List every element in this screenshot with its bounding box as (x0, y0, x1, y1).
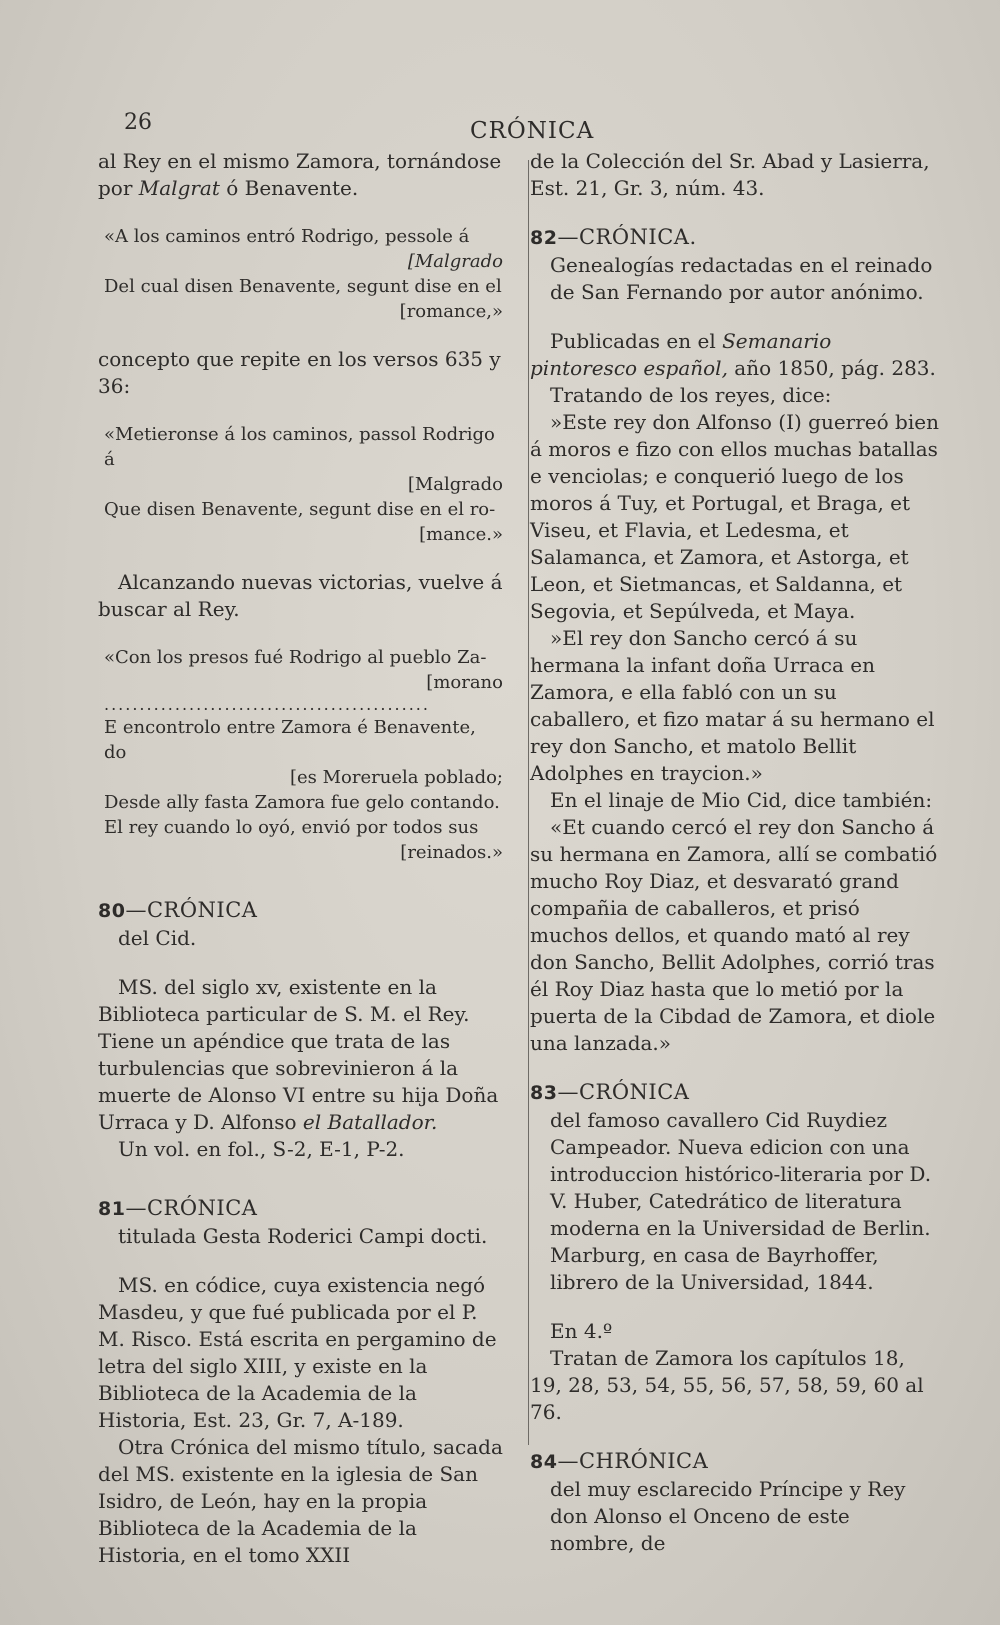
left-column (98, 148, 503, 1569)
verse-quote: «Metieronse á los caminos, passol Rodrigo á [Malgrado Que disen Benavente, segunt dise en el ro- [mance.» (104, 424, 503, 545)
quote-paragraph: »El rey don Sancho cercó á su hermana la infant doña Urraca en Zamora, e ella fabló con un su caballero, et fizo matar á su hermano el rey don Sancho, et matolo Bellit Adolphes en traycion.» (530, 626, 935, 785)
page-number: 26 (124, 110, 152, 135)
paragraph: Otra Crónica del mismo título, sacada del MS. existente en la iglesia de San Isidro, de León, hay en la propia Biblioteca de la Academia de la Historia, en el tomo XXII (98, 1435, 503, 1567)
paragraph: al Rey en el mismo Zamora, tornándose por Malgrat ó Benavente. (98, 149, 502, 200)
entry-heading-83: 83—CRÓNICA (530, 1080, 690, 1104)
paragraph: concepto que repite en los versos 635 y 36: (98, 347, 501, 398)
entry-heading-81: 81—CRÓNICA (98, 1196, 258, 1220)
paragraph: Publicadas en el Semanario pintoresco español, año 1850, pág. 283. (530, 329, 936, 380)
column-divider (528, 160, 529, 1445)
ellipsis-dots: .............................................. (104, 695, 430, 714)
paragraph: En el linaje de Mio Cid, dice también: (550, 788, 933, 812)
entry-subtitle: titulada Gesta Roderici Campi docti. (118, 1224, 488, 1248)
verse-quote: «Con los presos fué Rodrigo al pueblo Za- [morano .............................................. E encontrolo entre Zamora é Benavente, do [es Moreruela poblado; Desde ally fasta Zamora fue gelo contando. El rey cuando lo oyó, envió por todos sus [reinados.» (104, 647, 503, 863)
quote-paragraph: «Et cuando cercó el rey don Sancho á su hermana en Zamora, allí se combatió mucho Roy Diaz, et desvarató grand compañia de caballeros, et prisó muchos dellos, et quando mató al rey don Sancho, Bellit Adolphes, corrió tras él Roy Diaz hasta que lo metió por la puerta de la Cibdad de Zamora, et diole una lanzada.» (530, 815, 938, 1055)
entry-subtitle: del famoso cavallero Cid Ruydiez Campeador. Nueva edicion con una introduccion histórico-literaria por D. V. Huber, Catedrático de literatura moderna en la Universidad de Berlin. Marburg, en casa de Bayrhoffer, librero de la Universidad, 1844. (550, 1108, 932, 1294)
paragraph: MS. del siglo xv, existente en la Biblioteca particular de S. M. el Rey. Tiene un apéndice que trata de las turbulencias que sobrevinieron á la muerte de Alonso VI entre su hija Doña Urraca y D. Alfonso el Batallador. (98, 975, 499, 1134)
paragraph: Tratando de los reyes, dice: (550, 383, 832, 407)
entry-subtitle: del Cid. (118, 926, 197, 950)
paragraph: En 4.º (550, 1319, 613, 1343)
paragraph: de la Colección del Sr. Abad y Lasierra, Est. 21, Gr. 3, núm. 43. (530, 149, 930, 200)
paragraph: Alcanzando nuevas victorias, vuelve á buscar al Rey. (98, 570, 503, 621)
verse-quote: «A los caminos entró Rodrigo, pessole á [Malgrado Del cual disen Benavente, segunt dise en el [romance,» (104, 226, 503, 322)
paragraph: Un vol. en fol., S-2, E-1, P-2. (118, 1137, 405, 1161)
entry-subtitle: del muy esclarecido Príncipe y Rey don Alonso el Onceno de este nombre, de (550, 1477, 906, 1555)
paragraph: Tratan de Zamora los capítulos 18, 19, 28, 53, 54, 55, 56, 57, 58, 59, 60 al 76. (530, 1346, 924, 1424)
quote-paragraph: »Este rey don Alfonso (I) guerreó bien á moros e fizo con ellos muchas batallas e venciolas; e conquerió luego de los moros á Tuy, et Portugal, et Braga, et Viseu, et Flavia, et Ledesma, et Salamanca, et Zamora, et Astorga, et Leon, et Sietmancas, et Saldanna, et Segovia, et Sepúlveda, et Maya. (530, 410, 939, 623)
entry-heading-84: 84—CHRÓNICA (530, 1449, 709, 1473)
entry-subtitle: Genealogías redactadas en el reinado de San Fernando por autor anónimo. (550, 253, 933, 304)
running-title: CRÓNICA (470, 118, 595, 144)
paragraph: MS. en códice, cuya existencia negó Masdeu, y que fué publicada por el P. M. Risco. Está escrita en pergamino de letra del siglo XIII, y existe en la Biblioteca de la Academia de la Historia, Est. 23, Gr. 7, A-189. (98, 1273, 497, 1432)
entry-heading-82: 82—CRÓNICA. (530, 225, 697, 249)
right-column (530, 148, 940, 1557)
entry-heading-80: 80—CRÓNICA (98, 898, 258, 922)
